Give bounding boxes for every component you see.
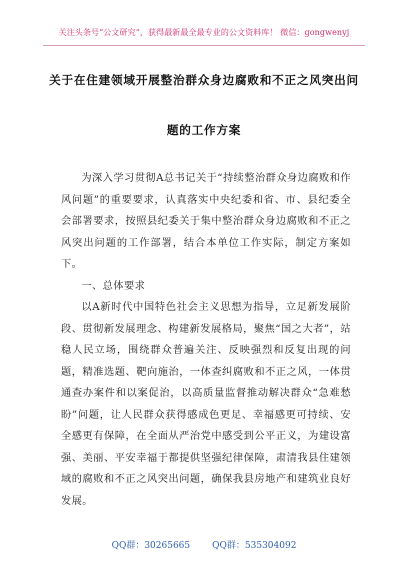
document-title-line-2: 题的工作方案 [166,123,242,137]
footer-qq-group-2: QQ群：535304092 [212,541,297,551]
paragraph-intro: 为深入学习贯彻A总书记关于“持续整治群众身边腐败和作风问题”的重要要求，认真落实中央纪委和省、市、县纪委全会部署要求，按照县纪委关于集中整治群众身边腐败和不正之风突出问题的工作部署，结合本单位工作实际，制定方案如下。 [61,173,351,270]
header-divider [43,45,365,46]
footer-contact [0,538,408,551]
footer-qq-group-1: QQ群：30265665 [111,541,191,551]
document-body [61,168,351,512]
paragraph-general-requirements: 以A新时代中国特色社会主义思想为指导，立足新发展阶段、贯彻新发展理念、构建新发展格局，聚焦“国之大者”，站稳人民立场，围绕群众普遍关注、反映强烈和反复出现的问题，精准选题、靶向施治，一体查纠腐败和不正之风，一体贯通查办案件和以案促治，以高质量监督推动解决群众“急难愁盼”问题，让人民群众获得感成色更足、幸福感更可持续、安全感更有保障，在全面从严治党中感受到公平正义，为建设富强、美丽、平安幸福于都提供坚强纪律保障，肃清我县住建领域的腐败和不正之风突出问题，确保我县房地产和建筑业良好发展。 [61,302,351,507]
section-heading-general-requirements: 一、总体要求 [81,280,146,292]
document-title-line-1: 关于在住建领域开展整治群众身边腐败和不正之风突出问 [49,73,359,87]
header-banner: 关注头条号“公文研究”，获得最新最全最专业的公文资料库！ 微信：gongwenyj [58,28,350,37]
